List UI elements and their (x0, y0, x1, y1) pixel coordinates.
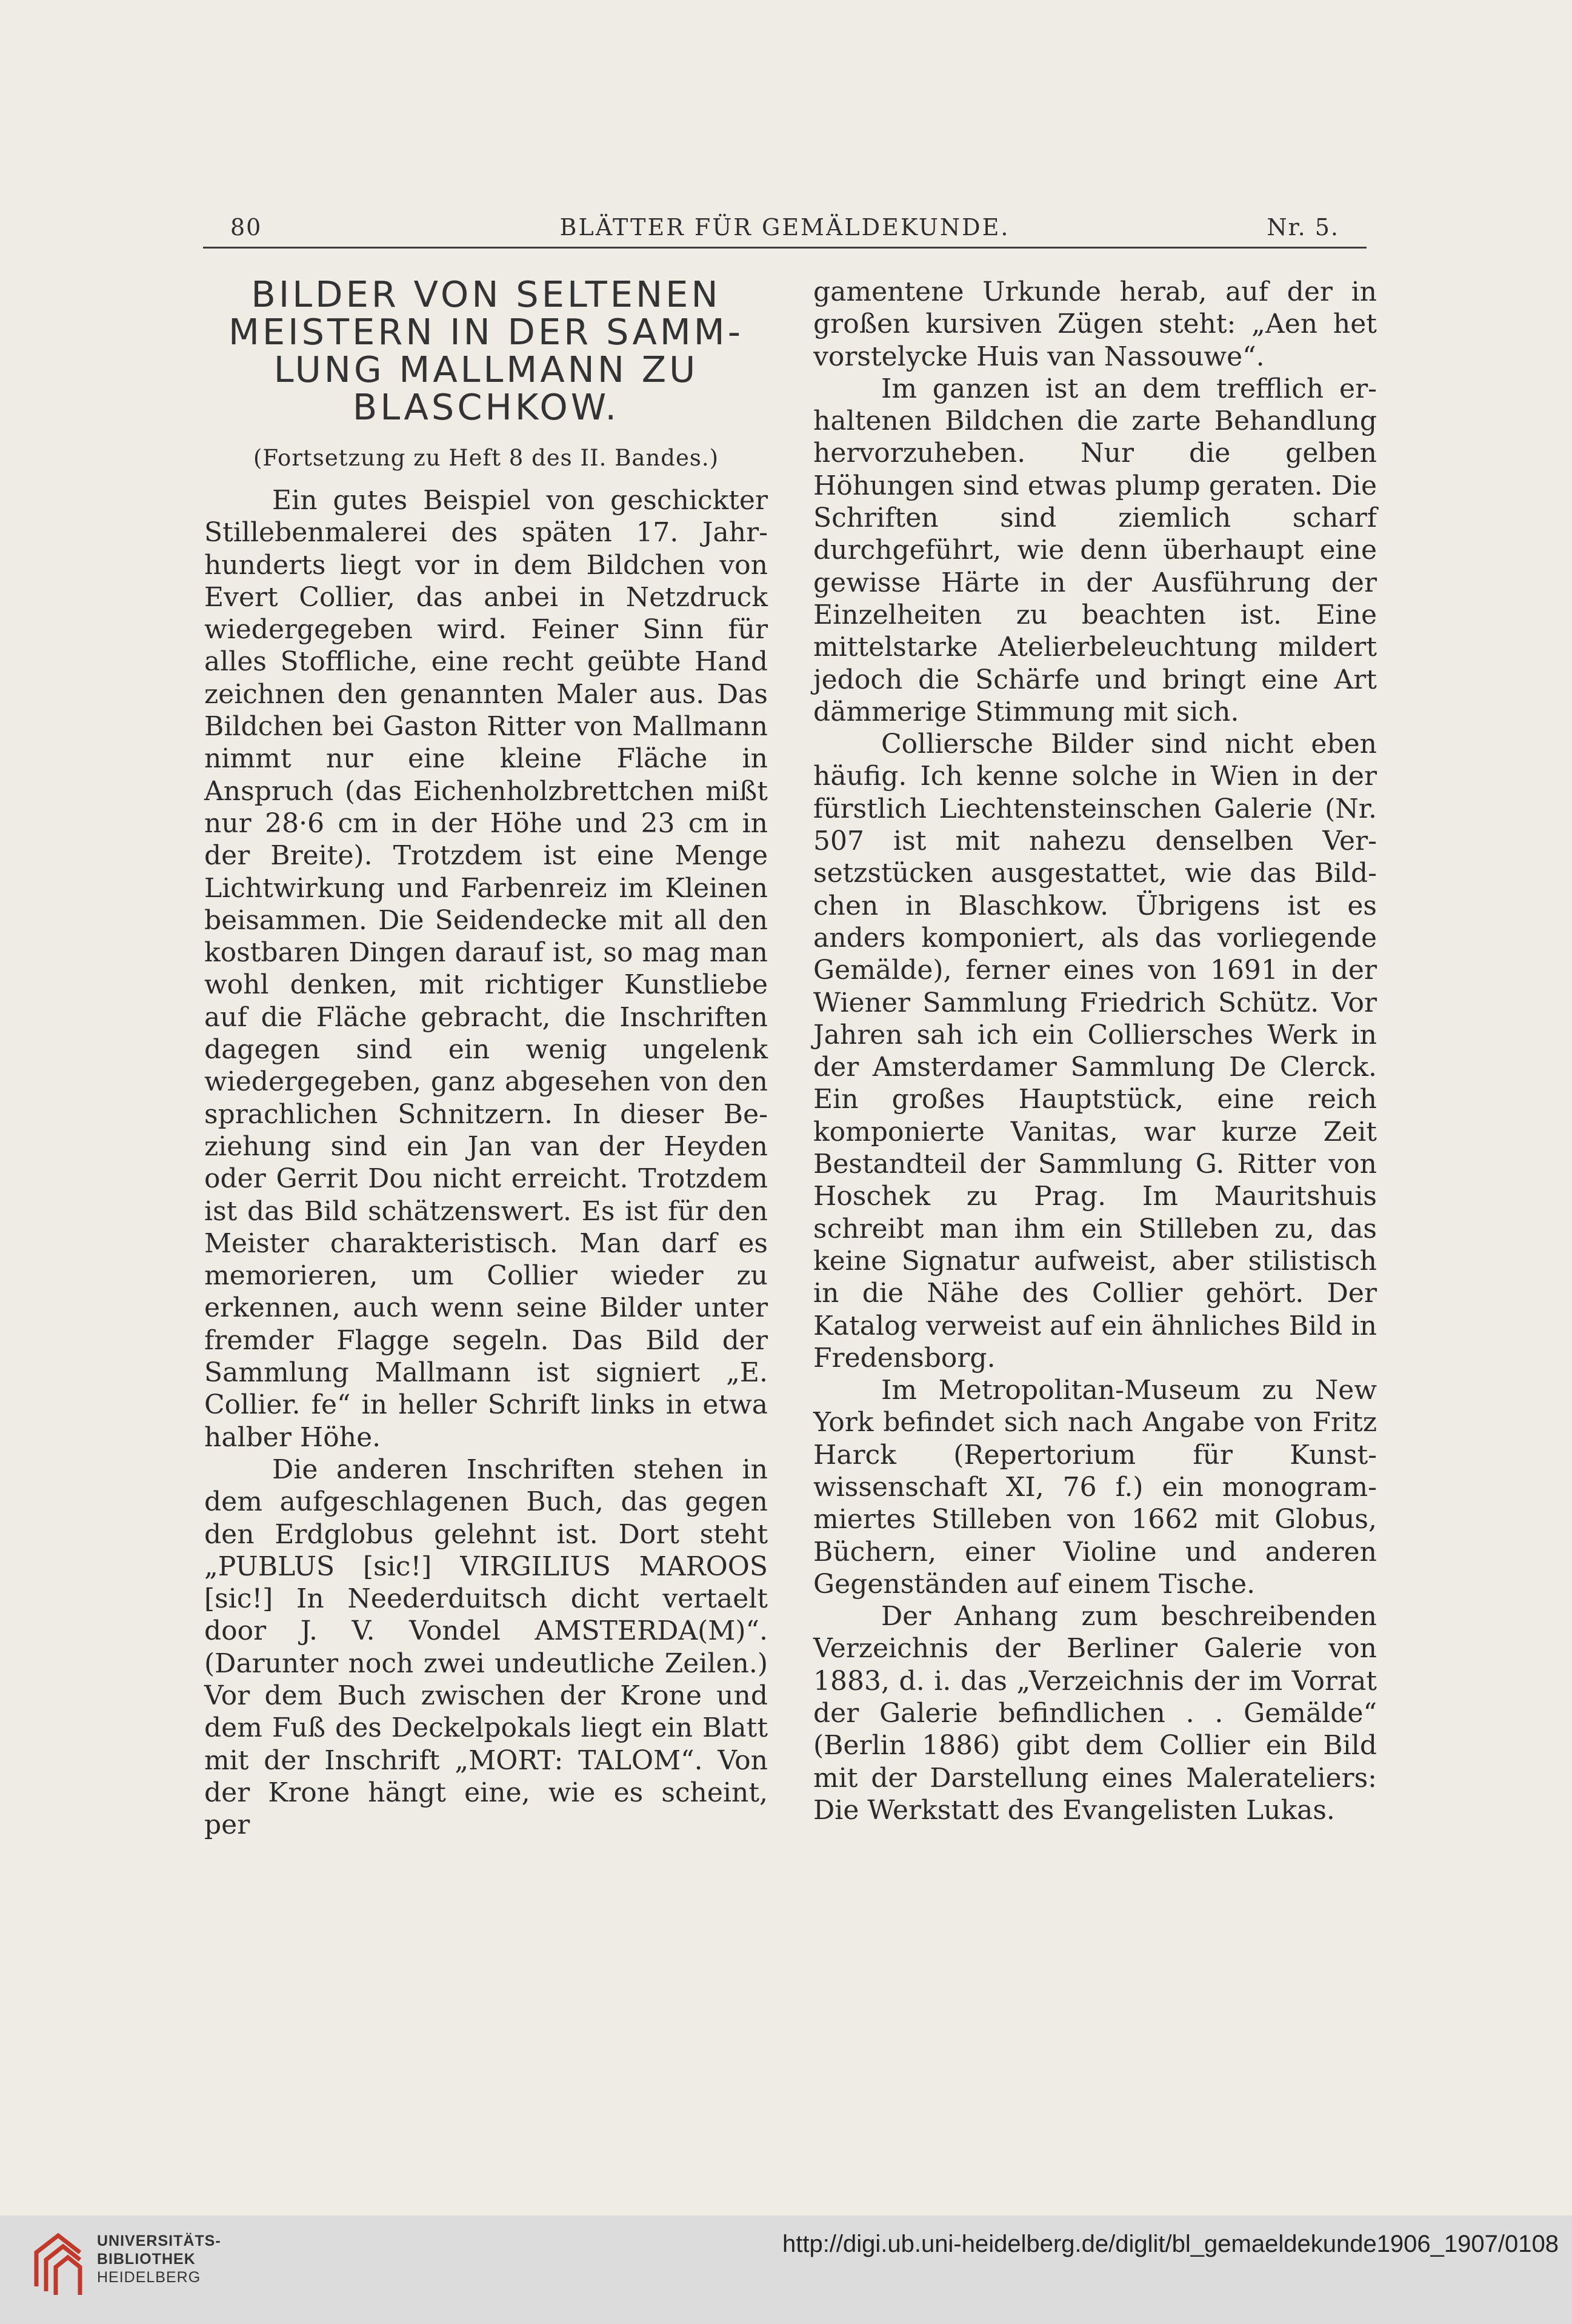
title-line: BLASCHKOW. (352, 386, 620, 428)
library-line: UNIVERSITÄTS- (97, 2232, 221, 2249)
paragraph: Im ganzen ist an dem trefflich erhaltenen Bildchen die zarte Behandlung hervorzuheben. Nur die gelben Höhungen sind etwas plump geraten. Die Schriften sind ziemlich scharf durchgeführt, wie denn überhaupt eine gewisse Härte in der Ausführung der Einzelheiten zu beachten ist. Eine mittelstarke Atelierbeleuchtung mildert jedoch die Schärfe und bringt eine Art dämmerige Stimmung mit sich. (813, 373, 1377, 727)
page-number: 80 (230, 214, 262, 241)
header-rule (203, 247, 1367, 249)
library-name (97, 2232, 242, 2286)
title-line: LUNG MALLMANN ZU (273, 349, 699, 390)
paragraph: Colliersche Bilder sind nicht eben häufig. Ich kenne solche in Wien in der fürstlich Liechtensteinschen Galerie (Nr. 507 ist mit nahezu denselben Versetzstücken ausgestattet, wie das Bildchen in Blaschkow. Übrigens ist es anders komponiert, als das vorliegende Gemälde), ferner eines von 1691 in der Wiener Sammlung Friedrich Schütz. Vor Jahren sah ich ein Colliersches Werk in der Amsterdamer Sammlung De Clerck. Ein großes Hauptstück, eine reich komponierte Vanitas, war kurze Zeit Bestandteil der Sammlung G. Ritter von Hoschek zu Prag. Im Mauritshuis schreibt man ihm ein Stilleben zu, das keine Signatur aufweist, aber stilistisch in die Nähe des Collier gehört. Der Katalog verweist auf ein ähnliches Bild in Fredensborg. (813, 729, 1377, 1374)
library-line: HEIDELBERG (97, 2269, 201, 2286)
paragraph: Im Metropolitan-Museum zu New York befindet sich nach Angabe von Fritz Harck (Repertorium für Kunstwissenschaft XI, 76 f.) ein monogrammiertes Stilleben von 1662 mit Globus, Büchern, einer Violine und anderen Gegenständen auf einem Tische. (813, 1375, 1377, 1600)
library-line: BIBLIOTHEK (97, 2251, 196, 2268)
right-column (813, 276, 1377, 1826)
title-line: BILDER VON SELTENEN (251, 273, 721, 315)
paragraph: Ein gutes Beispiel von geschickter Stillebenmalerei des späten 17. Jahrhunderts liegt vor in dem Bildchen von Evert Collier, das anbei in Netzdruck wiedergegeben wird. Feiner Sinn für alles Stoffliche, eine recht geübte Hand zeichnen den genannten Maler aus. Das Bildchen bei Gaston Ritter von Mallmann nimmt nur eine kleine Fläche in Anspruch (das Eichenholzbrettchen mißt nur 28·6 cm in der Höhe und 23 cm in der Breite). Trotzdem ist eine Menge Lichtwirkung und Farbenreiz im Kleinen beisammen. Die Seidendecke mit all den kostbaren Dingen darauf ist, so mag man wohl denken, mit richtiger Kunstliebe auf die Fläche gebracht, die Inschriften dagegen sind ein wenig ungelenk wiedergegeben, ganz abgesehen von den sprachlichen Schnitzern. In dieser Beziehung sind ein Jan van der Heyden oder Gerrit Dou nicht erreicht. Trotzdem ist das Bild schätzenswert. Es ist für den Meister charakteristisch. Man darf es memorieren, um Collier wieder zu erkennen, auch wenn seine Bilder unter fremder Flagge segeln. Das Bild der Sammlung Mallmann ist signiert „E. Collier. fe“ in heller Schrift links in etwa halber Höhe. (204, 485, 768, 1453)
title-line: MEISTERN IN DER SAMM- (228, 311, 744, 353)
journal-title: BLÄTTER FÜR GEMÄLDEKUNDE. (559, 214, 1010, 241)
ub-heidelberg-logo-icon[interactable] (24, 2228, 92, 2299)
paragraph: Die anderen Inschriften stehen in dem aufgeschlagenen Buch, das gegen den Erdglobus gelehnt ist. Dort steht „PUBLUS [sic!] VIRGILIUS MAROOS [sic!] In Neederduitsch dicht vertaelt door J. V. Vondel AMSTERDA(M)“. (Darunter noch zwei undeutliche Zeilen.) Vor dem Buch zwischen der Krone und dem Fuß des Deckelpokals liegt ein Blatt mit der Inschrift „MORT: TALOM“. Von der Krone hängt eine, wie es scheint, per (204, 1454, 768, 1841)
article-subtitle: (Fortsetzung zu Heft 8 des II. Bandes.) (253, 445, 719, 471)
source-url-link[interactable]: http://digi.ub.uni-heidelberg.de/diglit/bl_gemaeldekunde1906_1907/0108 (782, 2231, 1559, 2257)
paragraph: Der Anhang zum beschreibenden Verzeichnis der Berliner Galerie von 1883, d. i. das „Verzeichnis der im Vorrat der Galerie befindlichen . . Gemälde“ (Berlin 1886) gibt dem Collier ein Bild mit der Darstellung eines Malerateliers: Die Werkstatt des Evangelisten Lukas. (813, 1601, 1377, 1826)
left-column (204, 273, 768, 1841)
paragraph: gamentene Urkunde herab, auf der in großen kursiven Zügen steht: „Aen het vorstelycke Huis van Nassouwe“. (813, 276, 1377, 372)
page-header (203, 197, 1367, 252)
issue-number: Nr. 5. (1267, 214, 1339, 241)
article-title (204, 273, 768, 428)
